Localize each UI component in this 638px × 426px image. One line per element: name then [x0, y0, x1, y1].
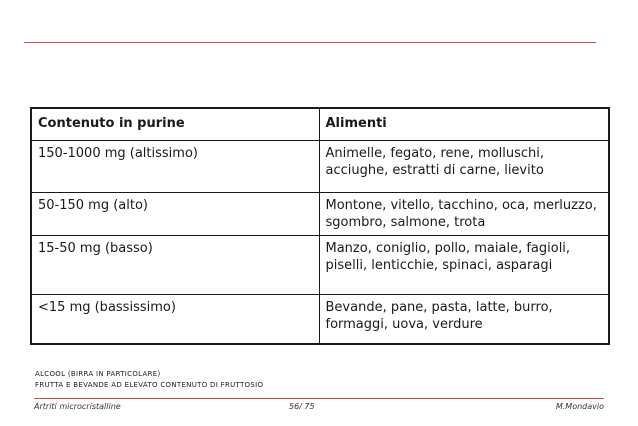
- purine-level-cell: 50-150 mg (alto): [31, 192, 319, 235]
- top-divider: [24, 42, 596, 43]
- foods-cell: Manzo, coniglio, pollo, maiale, fagioli, piselli, lenticchie, spinaci, asparagi: [319, 235, 609, 294]
- purine-level-cell: <15 mg (bassissimo): [31, 294, 319, 344]
- bottom-divider: [34, 398, 604, 399]
- note-fructose: FRUTTA E BEVANDE AD ELEVATO CONTENUTO DI FRUTTOSIO: [35, 381, 264, 389]
- table-row: [31, 235, 609, 294]
- note-alcohol: ALCOOL (BIRRA IN PARTICOLARE): [35, 370, 161, 378]
- purine-level-cell: 150-1000 mg (altissimo): [31, 140, 319, 192]
- header-foods: Alimenti: [319, 108, 609, 140]
- footer-author: M.Mondavio: [555, 402, 604, 411]
- purine-content-table: [30, 107, 610, 345]
- foods-cell: Montone, vitello, tacchino, oca, merluzzo, sgombro, salmone, trota: [319, 192, 609, 235]
- table-header-row: [31, 108, 609, 140]
- table-row: [31, 140, 609, 192]
- table-row: [31, 192, 609, 235]
- foods-cell: Animelle, fegato, rene, molluschi, acciughe, estratti di carne, lievito: [319, 140, 609, 192]
- notes-block: [35, 369, 263, 391]
- footer-title: Artriti microcristalline: [34, 402, 121, 411]
- foods-cell: Bevande, pane, pasta, latte, burro, formaggi, uova, verdure: [319, 294, 609, 344]
- header-purine-content: Contenuto in purine: [31, 108, 319, 140]
- table-row: [31, 294, 609, 344]
- purine-level-cell: 15-50 mg (basso): [31, 235, 319, 294]
- page-number: 56/ 75: [289, 402, 315, 411]
